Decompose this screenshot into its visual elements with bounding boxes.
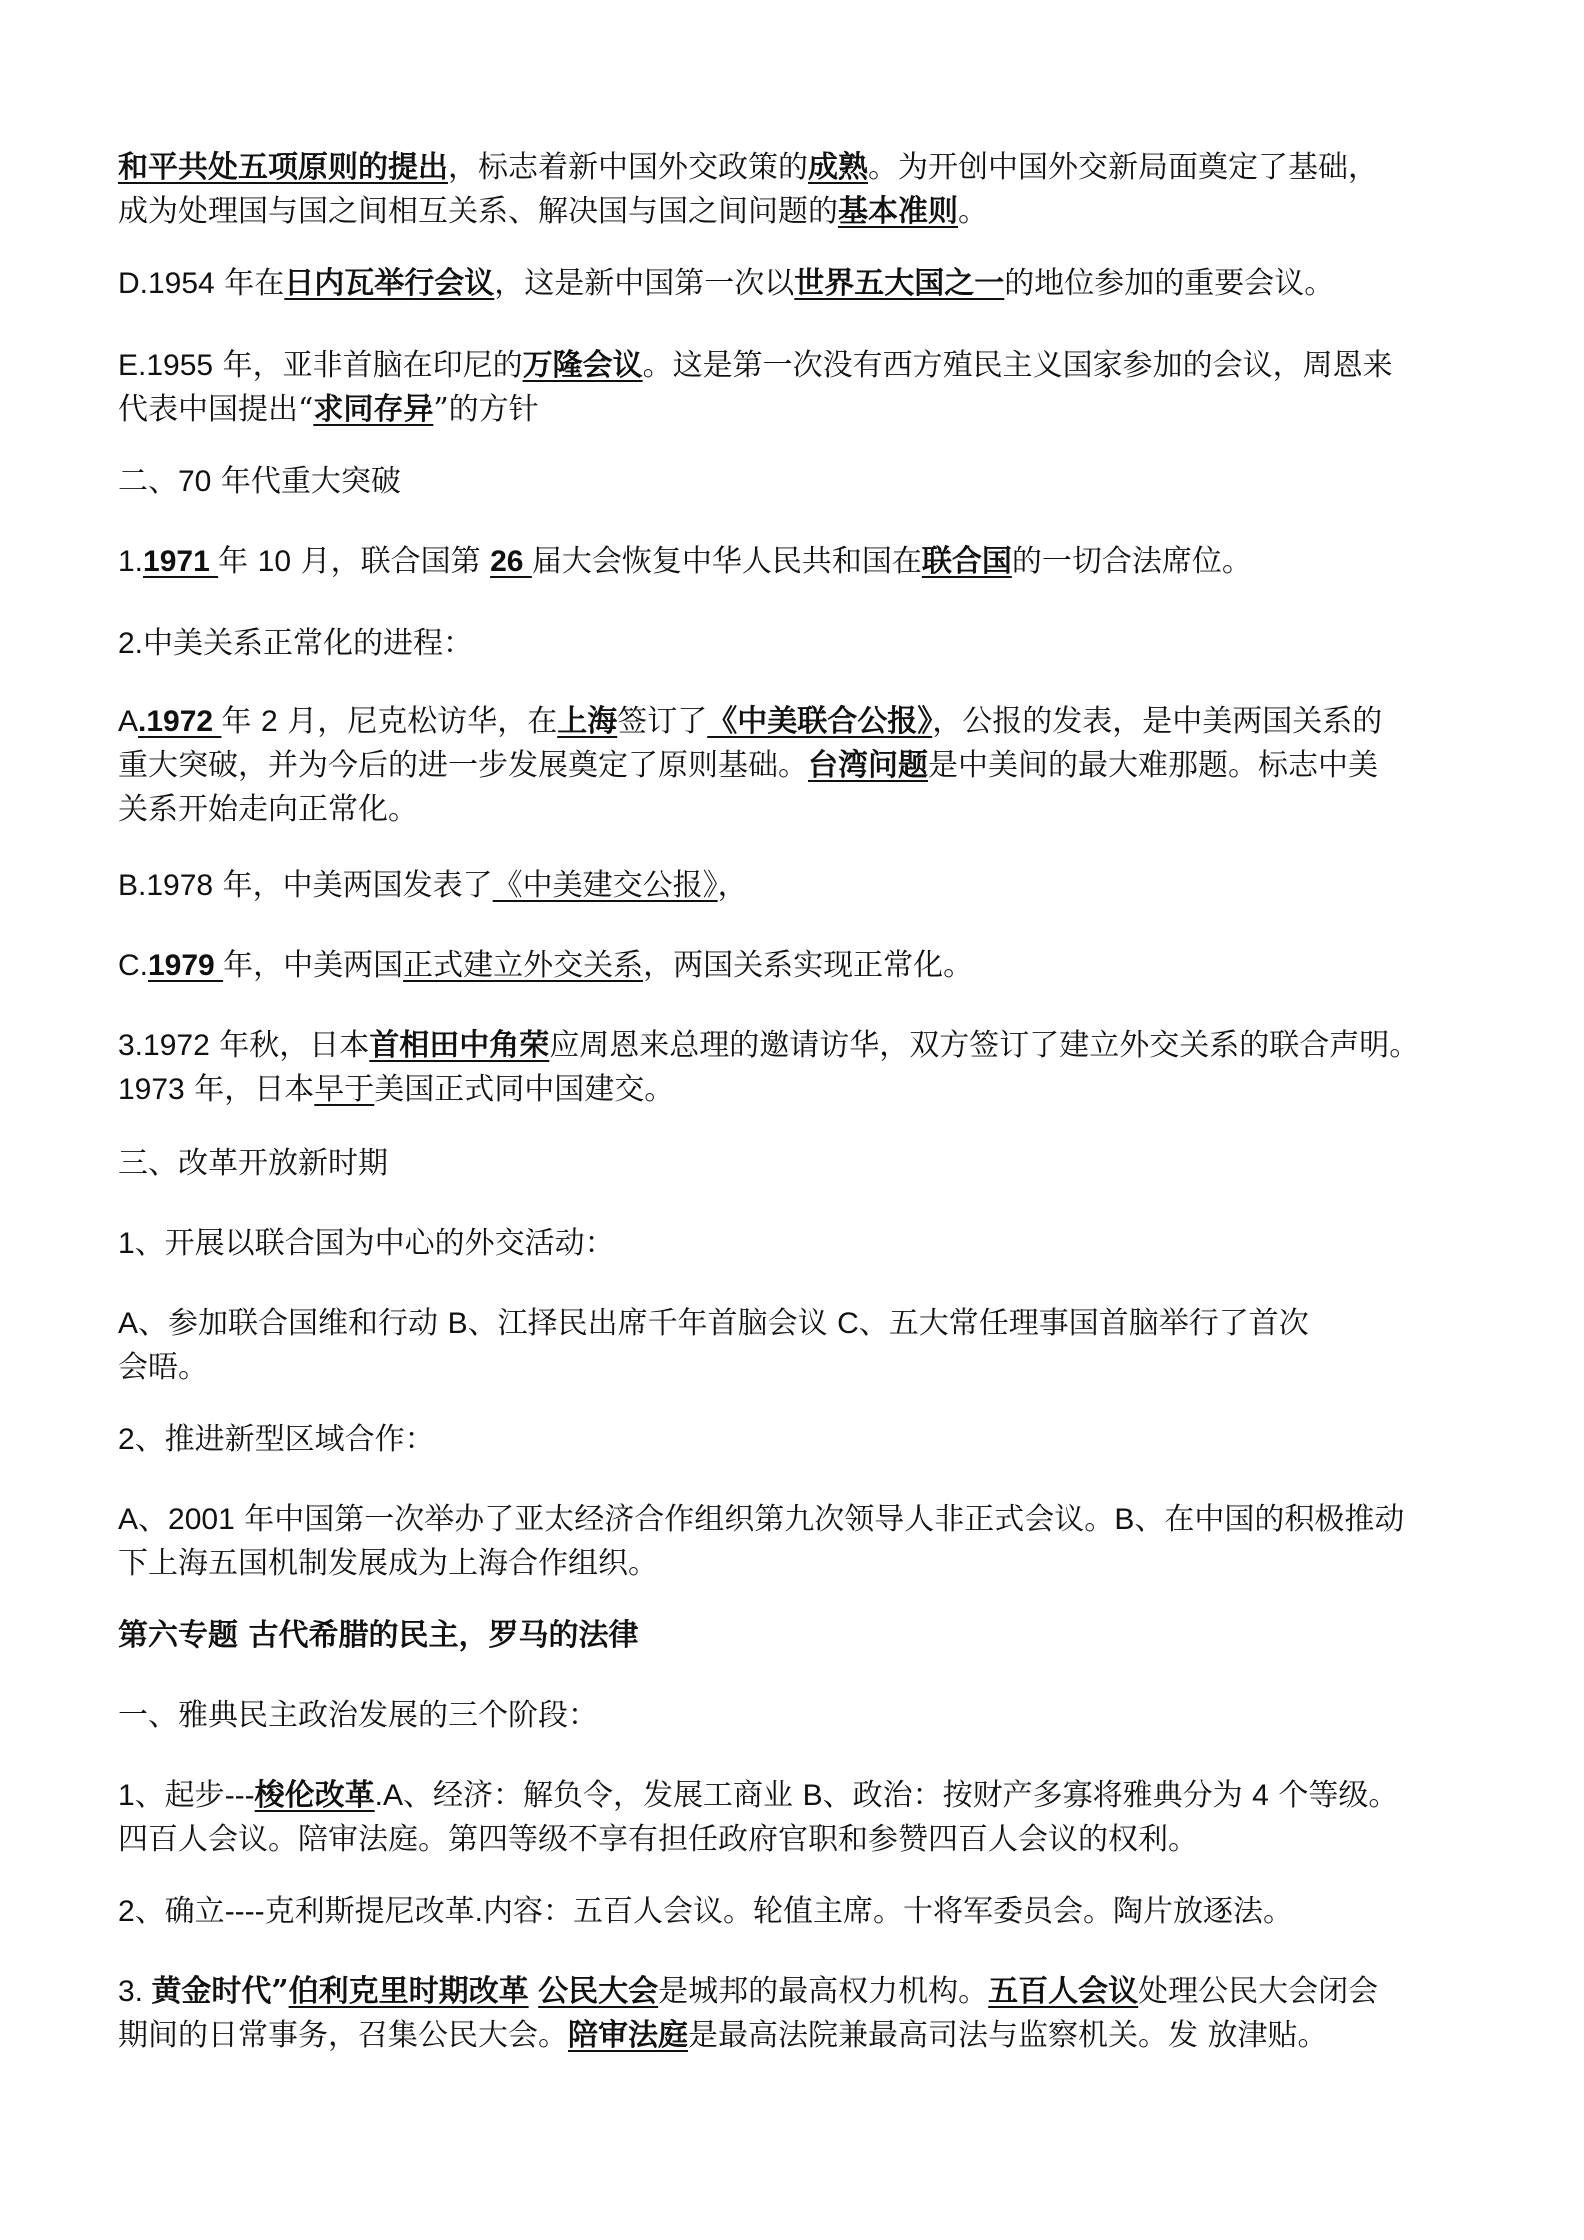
paragraph-un-seat [118, 540, 1478, 584]
text-line [118, 540, 1478, 584]
paragraph-un-activities-items [118, 1302, 1478, 1390]
text-run: 年代重大突破 [211, 464, 401, 499]
section-heading-70s [118, 460, 1478, 504]
text-run: 一、雅典民主政治发展的三个阶段： [118, 1698, 598, 1733]
text-line [118, 344, 1478, 388]
text-run: --- [224, 1779, 255, 1812]
text-run: 二、 [118, 464, 178, 499]
text-run: 、确立 [134, 1894, 225, 1929]
text-run: 、起步 [134, 1778, 225, 1813]
text-run: 届大会恢复中华人民共和国在 [531, 544, 922, 579]
paragraph-solon-reform [118, 1774, 1478, 1862]
text-run: . [474, 1895, 483, 1928]
text-run: 月，尼克松访华，在 [277, 704, 558, 739]
key-term: 五百人会议 [988, 1974, 1139, 2009]
text-run: 年在 [214, 266, 285, 301]
text-run: 2. [118, 627, 144, 660]
text-line [118, 1346, 1478, 1390]
key-term: 1971 [143, 545, 219, 578]
key-term: 和平共处五项原则的提出 [118, 150, 448, 185]
text-run: 的一切合法席位。 [1011, 544, 1252, 579]
text-run: 年中国第一次举办了亚太经济合作组织第九次领导人非正式会议。 [234, 1502, 1115, 1537]
text-run: 、五大常任理事国首脑举行了首次 [858, 1306, 1309, 1341]
text-run: 年 [218, 544, 258, 579]
key-term: 求同存异 [313, 392, 434, 427]
key-term: 正式建立外交关系 [403, 948, 644, 983]
text-run: 、参加联合国维和行动 [138, 1306, 448, 1341]
key-term: 公民大会 [538, 1974, 659, 2009]
text-run: 黄金时代” [151, 1974, 289, 2009]
text-run: 10 [257, 545, 292, 578]
section-heading-reform [118, 1142, 1478, 1186]
text-line [118, 388, 1478, 432]
text-run: A [118, 1307, 139, 1340]
paragraph-geneva-conference [118, 262, 1478, 306]
text-run: 第六专题 古代希腊的民主，罗马的法律 [118, 1618, 639, 1653]
key-term: 《中美联合公报》 [707, 704, 933, 739]
text-run: A [118, 705, 139, 738]
text-run: 应周恩来总理的邀请访华，双方签订了建立外交关系的联合声明。 [549, 1028, 1420, 1063]
key-term: 《中美建交公报》 [492, 868, 718, 903]
text-run: .A [374, 1779, 404, 1812]
text-run: 美国正式同中国建交。 [374, 1072, 675, 1107]
text-line [118, 1024, 1478, 1068]
key-term: 万隆会议 [522, 348, 643, 383]
text-line [118, 1542, 1478, 1586]
text-run: B [447, 1307, 468, 1340]
text-run: ---- [224, 1895, 265, 1928]
chapter-heading-greece-rome [118, 1614, 1478, 1658]
text-run: 。为开创中国外交新局面奠定了基础， [868, 150, 1378, 185]
text-run: 1. [118, 545, 144, 578]
text-run: E.1955 [118, 349, 214, 382]
text-run: 三、改革开放新时期 [118, 1146, 388, 1181]
paragraph-five-principles [118, 146, 1478, 234]
text-run: 是中美间的最大难那题。标志中美 [928, 748, 1378, 783]
text-run: 是最高法院兼最高司法与监察机关。发 放津贴。 [688, 2018, 1328, 2053]
text-line [118, 1694, 1478, 1738]
key-term: .1972 [138, 705, 222, 738]
paragraph-regional-cooperation [118, 1418, 1478, 1462]
text-run: ，标志着新中国外交政策的 [448, 150, 808, 185]
key-term: 1979 [148, 949, 224, 982]
key-term: 基本准则 [838, 194, 958, 229]
text-run: ”的方针 [433, 392, 539, 427]
text-run: 关系开始走向正常化。 [118, 792, 418, 827]
text-run: 2 [118, 1895, 135, 1928]
text-run: 1973 [118, 1073, 185, 1106]
text-run: 代表中国提出“ [118, 392, 314, 427]
text-run: 个等级。 [1268, 1778, 1399, 1813]
text-run: 4 [1252, 1779, 1269, 1812]
key-term: 梭伦改革 [254, 1778, 375, 1813]
text-run: 、政治：按财产多寡将雅典分为 [822, 1778, 1253, 1813]
text-run: 、推进新型区域合作： [134, 1422, 435, 1457]
paragraph-1979-relations [118, 944, 1478, 988]
text-run: 下上海五国机制发展成为上海合作组织。 [118, 1546, 658, 1581]
text-run: 2001 [168, 1503, 235, 1536]
key-term: 伯利克里时期改革 [288, 1974, 529, 2009]
text-line [118, 1818, 1478, 1862]
text-line [118, 460, 1478, 504]
text-line [118, 146, 1478, 190]
text-run: B.1978 [118, 869, 214, 902]
text-run: 年，中美两国发表了 [213, 868, 493, 903]
text-run: 3.1972 [118, 1029, 210, 1062]
paragraph-japan-relations [118, 1024, 1478, 1112]
text-run: 1 [118, 1227, 135, 1260]
text-run: 、在中国的积极推动 [1134, 1502, 1405, 1537]
text-line [118, 262, 1478, 306]
key-term: 成熟 [808, 150, 868, 185]
paragraph-bandung-conference [118, 344, 1478, 432]
text-run: 克利斯提尼改革 [264, 1894, 475, 1929]
text-line [118, 1970, 1478, 2014]
text-run: 。这是第一次没有西方殖民主义国家参加的会议，周恩来 [642, 348, 1393, 383]
text-line [118, 788, 1478, 832]
text-run: 的地位参加的重要会议。 [1004, 266, 1335, 301]
text-line [118, 744, 1478, 788]
text-run: 成为处理国与国之间相互关系、解决国与国之间问题的 [118, 194, 838, 229]
key-term: 早于 [314, 1072, 375, 1107]
text-line [118, 1418, 1478, 1462]
key-term: 世界五大国之一 [794, 266, 1005, 301]
text-run: 、 [138, 1502, 169, 1537]
key-term: 台湾问题 [808, 748, 928, 783]
key-term: 上海 [557, 704, 618, 739]
text-line [118, 2014, 1478, 2058]
text-run: A [118, 1503, 139, 1536]
text-line [118, 700, 1478, 744]
text-run: 、江择民出席千年首脑会议 [467, 1306, 838, 1341]
text-run: 是城邦的最高权力机构。 [658, 1974, 989, 2009]
key-term: 日内瓦举行会议 [284, 266, 495, 301]
text-run: B [1114, 1503, 1135, 1536]
text-line [118, 190, 1478, 234]
text-run: 月，联合国第 [291, 544, 491, 579]
text-line [118, 1142, 1478, 1186]
text-line [118, 864, 1478, 908]
text-run: 会晤。 [118, 1350, 208, 1385]
text-line [118, 1222, 1478, 1266]
paragraph-un-activities [118, 1222, 1478, 1266]
text-run: 、经济：解负令，发展工商业 [403, 1778, 803, 1813]
paragraph-shanghai-communique [118, 700, 1478, 832]
text-run: B [802, 1779, 823, 1812]
text-run: 处理公民大会闭会 [1138, 1974, 1379, 2009]
text-run: 年秋，日本 [209, 1028, 370, 1063]
text-run: C [837, 1307, 859, 1340]
text-line [118, 1614, 1478, 1658]
text-run: 70 [178, 465, 212, 498]
paragraph-establishment-communique [118, 864, 1478, 908]
text-line [118, 622, 1478, 666]
text-run: 2 [118, 1423, 135, 1456]
text-run: 内容：五百人会议。轮值主席。十将军委员会。陶片放逐法。 [483, 1894, 1293, 1929]
text-line [118, 944, 1478, 988]
paragraph-sino-us-process [118, 622, 1478, 666]
text-line [118, 1068, 1478, 1112]
text-run: ，这是新中国第一次以 [494, 266, 795, 301]
text-run: ，公报的发表，是中美两国关系的 [932, 704, 1383, 739]
text-run: 期间的日常事务，召集公民大会。 [118, 2018, 568, 2053]
section-heading-athens [118, 1694, 1478, 1738]
text-run: 年，亚非首脑在印尼的 [213, 348, 523, 383]
text-run: 2 [260, 705, 278, 738]
text-line [118, 1302, 1478, 1346]
text-line [118, 1890, 1478, 1934]
text-run: 重大突破，并为今后的进一步发展奠定了原则基础。 [118, 748, 808, 783]
text-run: 3. [118, 1975, 152, 2008]
text-line [118, 1498, 1478, 1542]
text-run: C. [118, 949, 148, 982]
text-run: 、开展以联合国为中心的外交活动： [134, 1226, 615, 1261]
paragraph-cleisthenes-reform [118, 1890, 1478, 1934]
text-run: 年 [221, 704, 261, 739]
text-run [529, 1974, 539, 2009]
text-run: 签订了 [617, 704, 708, 739]
text-run: 年，中美两国 [223, 948, 404, 983]
key-term: 陪审法庭 [568, 2018, 688, 2053]
text-run: 年，日本 [184, 1072, 315, 1107]
text-run: ， [717, 868, 748, 903]
paragraph-pericles-reform [118, 1970, 1478, 2058]
key-term: 联合国 [921, 544, 1012, 579]
text-run: ，两国关系实现正常化。 [643, 948, 974, 983]
paragraph-apec-sco [118, 1498, 1478, 1586]
text-run: D.1954 [118, 267, 215, 300]
key-term: 26 [490, 545, 532, 578]
text-run: 1 [118, 1779, 135, 1812]
key-term: 首相田中角荣 [369, 1028, 550, 1063]
text-run: 四百人会议。陪审法庭。第四等级不享有担任政府官职和参赞四百人会议的权利。 [118, 1822, 1198, 1857]
text-run: 中美关系正常化的进程： [143, 626, 474, 661]
text-run: 。 [958, 194, 988, 229]
text-line [118, 1774, 1478, 1818]
